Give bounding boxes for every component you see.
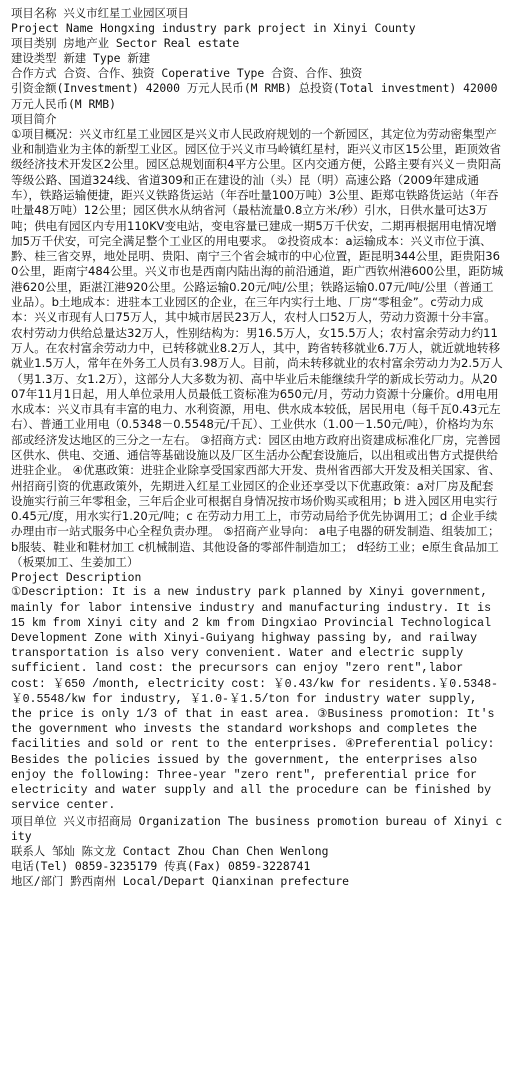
description-heading: Project Description	[11, 570, 142, 585]
intro-heading: 项目简介	[11, 111, 57, 126]
phone-fax: 电话(Tel) 0859-3235179 传真(Fax) 0859-3228741	[11, 858, 311, 873]
construction-type: 建设类型 新建 Type 新建	[11, 51, 151, 66]
cooperation-mode: 合作方式 合资、合作、独资 Coperative Type 合资、合作、独资	[11, 66, 363, 81]
investment-amount: 引资金额(Investment) 42000 万元人民币(M RMB) 总投资(Total investment) 42000 万元人民币(M RMB)	[11, 81, 498, 111]
organization: 项目单位 兴义市招商局 Organization The business promotion bureau of Xinyi city	[11, 813, 503, 843]
location-department: 地区/部门 黔西南州 Local/Depart Qianxinan prefecture	[11, 873, 350, 888]
project-category: 项目类别 房地产业 Sector Real estate	[11, 36, 240, 51]
project-name-en: Project Name Hongxing industry park project in Xinyi County	[11, 21, 416, 36]
description-body: ①Description: It is a new industry park planned by Xinyi government, mainly for labor intensive industry and manufacturing industry. It is 15 km from Xinyi city and 2 km from Dingxiao Provincial Technological Development Zone with Xinyi-Guiyang highway passing by, and railway transportation is also very convenient. Water and electric supply sufficient. land cost: the precursors can enjoy "zero rent",labor cost: ￥650 /month, electricity cost: ￥0.43/kw for residents.￥0.5348-￥0.5548/kw for industry, ￥1.0-￥1.5/ton for industry water supply, the price is only 1/3 of that in east area. ③Business promotion: It's the government who invests the standard workshops and completes the facilities and sold or rent to the enterprises. ④Preferential policy: Besides the policies issued by the government, the enterprises also enjoy the following: Three-year "zero rent", preferential price for electricity and water supply and all the procedure can be finished by service center.	[11, 586, 499, 813]
intro-body: ①项目概况：兴义市红星工业园区是兴义市人民政府规划的一个新园区，其定位为劳动密集型产业和制造业为主体的新型工业区。园区位于兴义市马岭镇红星村，距兴义市区15公里，距顶效省级经济技术开发区2公里。园区总规划面积4平方公里。区内交通方便，公路主要有兴义－贵阳高等级公路、国道324线、省道309和正在建设的汕（头）昆（明）高速公路（2009年建成通车），铁路运输便捷，距兴义铁路货运站（年吞吐量100万吨）3公里、距郑屯铁路货运站（年吞吐量48万吨）12公里；园区供水从纳省河（最枯流量0.8立方米/秒）引水，日供水量可达3万吨；供电有园区内专用110KV变电站，变电容量已建成一期5万千伏安，二期再根据用电情况增加5万千伏安，可完全满足整个工业区的用电要求。 ②投资成本：a运输成本：兴义市位于滇、黔、桂三省交界，地处昆明、贵阳、南宁三个省会城市的中心位置，距昆明344公里，距贵阳360公里，距南宁484公里。兴义市也是西南内陆出海的前沿通道，距广西钦州港600公里，距防城港620公里，距湛江港920公里。公路运输0.20元/吨/公里；铁路运输0.07元/吨/公里（普通工业品）。b土地成本：进驻本工业园区的企业，在三年内实行土地、厂房“零租金”。c劳动力成本：兴义市现有人口75万人，其中城市居民23万人，农村人口52万人，劳动力资源十分丰富。农村劳动力供给总量达32万人，性别结构为：男16.5万人，女15.5万人；农村富余劳动力约11万人。在农村富余劳动力中，已转移就业8.2万人，其中，跨省转移就业6.7万人，就近就地转移就业1.5万人，常年在外务工人员有3.98万人。目前，尚未转移就业的农村富余劳动力为2.5万人（男1.3万、女1.2万），这部分人大多数为初、高中毕业后未能继续升学的新成长劳动力。从2007年11月1日起，用人单位录用人员最低工资标准为650元/月，劳动力资源十分廉价。d用电用水成本：兴义市具有丰富的电力、水利资源，用电、供水成本较低，居民用电（每千瓦0.43元左右）、普通工业用电（0.5348－0.5548元/千瓦）、工业供水（1.00－1.50元/吨），价格均为东部或经济发达地区的三分之一左右。 ③招商方式：园区由地方政府出资建成标准化厂房，完善园区供水、供电、交通、通信等基础设施以及厂区生活办公配套设施后，以出租或出售方式提供给进驻企业。 ④优惠政策：进驻企业除享受国家西部大开发、贵州省西部大开发及相关国家、省、州招商引资的优惠政策外，先期进入红星工业园区的企业还享受以下优惠政策：a对厂房及配套设施实行前三年零租金，三年后企业可根据自身情况按市场价购买或租用；b 进入园区用电实行0.45元/度，用水实行1.20元/吨；c 在劳动力用工上，市劳动局给予优先协调用工；d 企业手续办理由市一站式服务中心全程负责办理。 ⑤招商产业导向： a电子电器的研发制造、组装加工；b服装、鞋业和鞋材加工 c机械制造、其他设备的零部件制造加工； d轻纺工业；e原生食品加工（板栗加工、生姜加工）	[11, 126, 504, 570]
project-name: 项目名称 兴义市红星工业园区项目	[11, 6, 189, 20]
contact-person: 联系人 邹灿 陈文龙 Contact Zhou Chan Chen Wenlong	[11, 843, 329, 858]
